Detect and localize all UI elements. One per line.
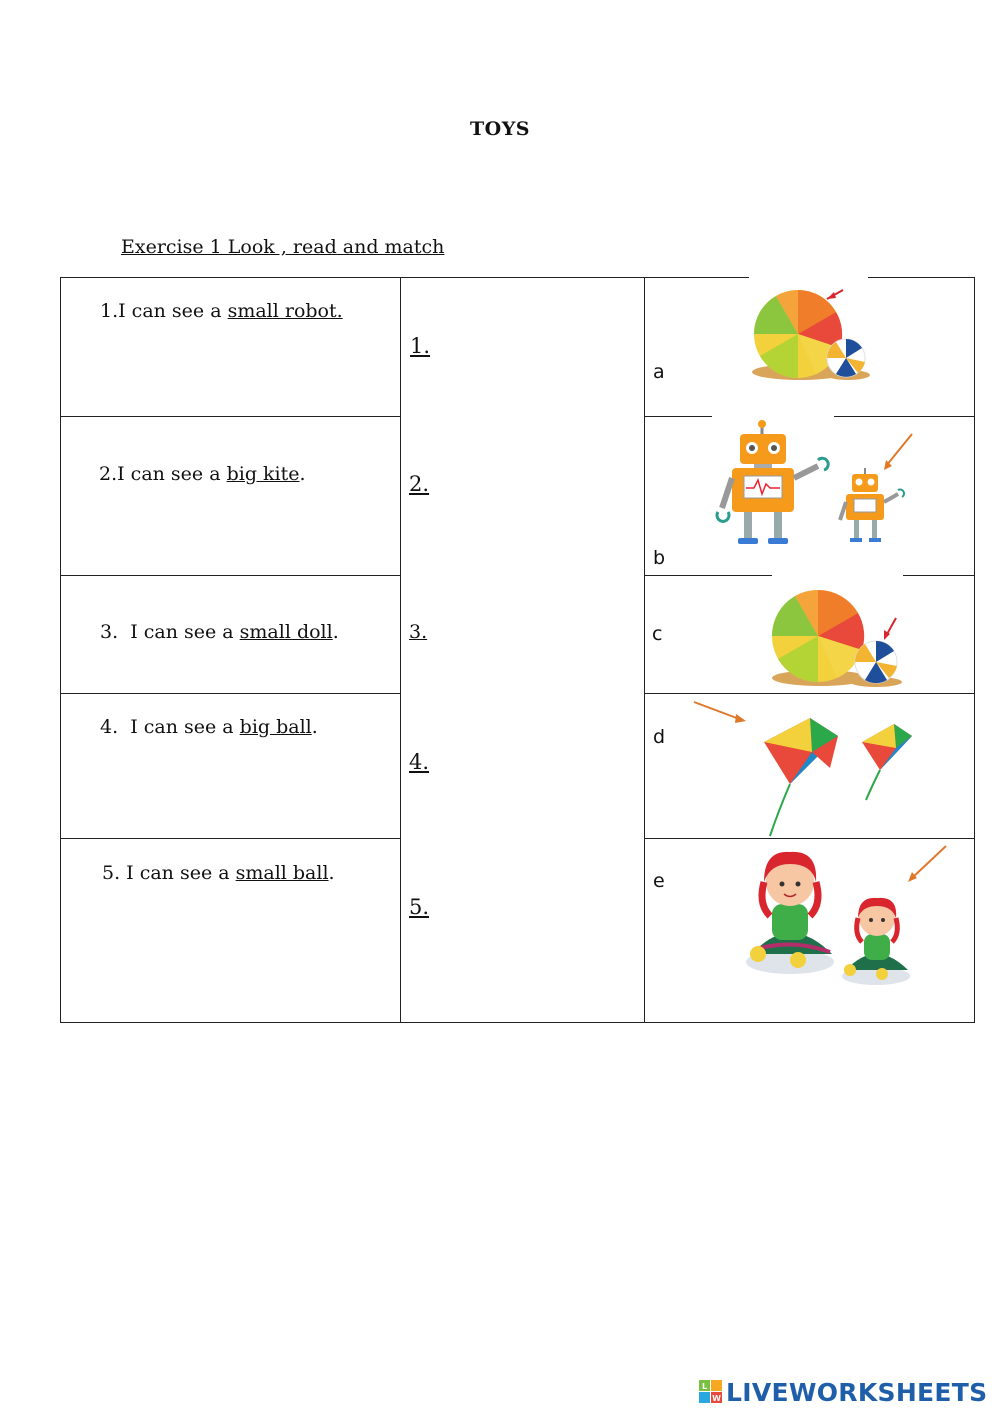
option-letter-e: e [653, 870, 665, 892]
answer-slot-4[interactable]: 4. [409, 750, 430, 774]
robots-small-arrow-icon [714, 420, 919, 548]
sentence-3 [100, 621, 339, 643]
answer-slot-5[interactable]: 5. [409, 895, 430, 919]
sentence-text: 5. I can see a [102, 862, 236, 884]
option-letter-c: c [652, 623, 663, 645]
sentence-keyword: big kite [226, 463, 300, 485]
row-sep [644, 575, 772, 576]
worksheet-title: TOYS [470, 118, 530, 140]
table-border-left [60, 277, 61, 1023]
sentence-1 [100, 300, 343, 322]
table-border-top-right [868, 277, 975, 278]
row-sep [60, 693, 400, 694]
sentence-4 [100, 716, 318, 738]
sentence-text: 4. I can see a [100, 716, 240, 738]
row-sep [60, 838, 400, 839]
table-border-right [974, 277, 975, 1023]
svg-text:L: L [701, 1382, 708, 1391]
option-letter-a: a [653, 361, 665, 383]
sentence-suffix: . [332, 621, 339, 643]
balls-small-arrow-icon [748, 282, 873, 384]
row-sep [903, 575, 975, 576]
option-letter-b: b [653, 547, 666, 569]
row-sep [644, 838, 975, 839]
sentence-2 [99, 463, 306, 485]
dolls-small-arrow-icon [742, 842, 952, 992]
sentence-text: 1.I can see a [100, 300, 228, 322]
brand-name: LIVEWORKSHEETS [726, 1377, 988, 1407]
kites-big-arrow-icon [690, 698, 918, 838]
liveworksheets-logo-icon [698, 1379, 724, 1405]
sentence-keyword: big ball [239, 716, 312, 738]
table-border-top [60, 277, 749, 278]
sentence-keyword: small ball [235, 862, 329, 884]
svg-text:W: W [712, 1394, 721, 1403]
table-divider-2 [644, 277, 645, 1023]
sentence-keyword: small doll [239, 621, 333, 643]
exercise-heading: Exercise 1 Look , read and match [121, 236, 445, 258]
row-sep [644, 693, 975, 694]
sentence-suffix: . [299, 463, 306, 485]
table-border-bottom [60, 1022, 975, 1023]
sentence-text: 2.I can see a [99, 463, 227, 485]
table-divider-1 [400, 277, 401, 1023]
answer-slot-1[interactable]: 1. [410, 334, 431, 358]
sentence-text: 3. I can see a [100, 621, 240, 643]
sentence-5 [102, 862, 335, 884]
sentence-suffix: . [328, 862, 335, 884]
sentence-keyword: small robot. [227, 300, 343, 322]
row-sep [60, 416, 400, 417]
balls-small-arrow-icon [768, 582, 908, 690]
answer-slot-2[interactable]: 2. [409, 472, 430, 496]
row-sep [644, 416, 712, 417]
row-sep [834, 416, 975, 417]
option-letter-d: d [653, 726, 666, 748]
sentence-suffix: . [311, 716, 318, 738]
liveworksheets-brand[interactable] [698, 1372, 987, 1412]
row-sep [60, 575, 400, 576]
answer-slot-3[interactable]: 3. [409, 621, 428, 643]
